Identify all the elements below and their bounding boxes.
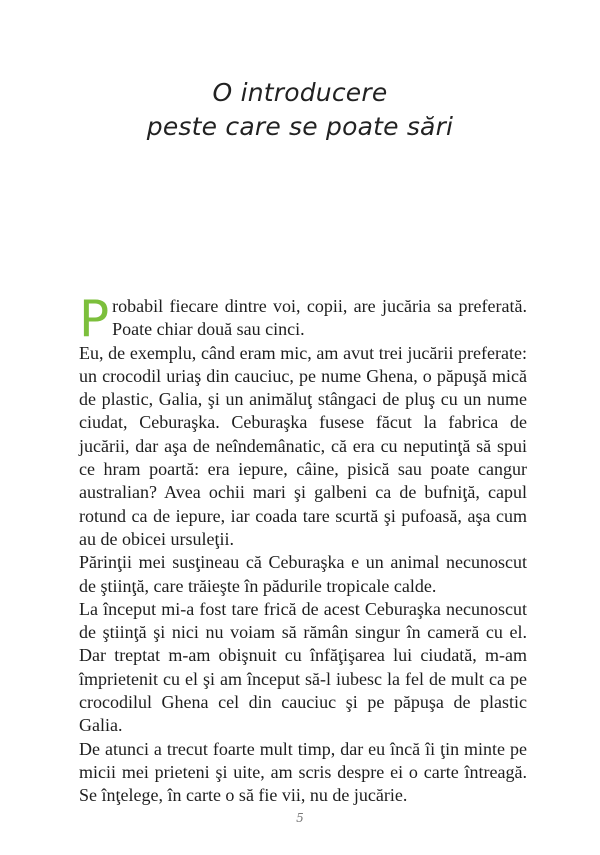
page-number: 5 [296, 811, 304, 825]
paragraph-text: robabil fiecare dintre voi, copii, are jucăria sa preferată. Poate chiar două sau cinci. [112, 296, 527, 340]
paragraph: La început mi-a fost tare frică de acest Ceburaşka necunoscut de ştiinţă şi nici nu voiam să rămân singur în cameră cu el. Dar treptat m-am obişnuit cu înfăţişarea lui ciudată, m-am împrietenit cu el şi am început să-l iubesc la fel de mult ca pe crocodilul Ghena cel din cauciuc şi pe păpuşa de plastic Galia. [79, 598, 527, 736]
chapter-title [0, 76, 600, 144]
chapter-body [79, 290, 527, 808]
chapter-title-line-2: peste care se poate sări [146, 112, 454, 141]
paragraph: Părinţii mei susţineau că Ceburaşka e un animal necunoscut de ştiinţă, care trăieşte în pădurile tropicale calde. [79, 552, 527, 596]
chapter-title-line-1: O introducere [212, 78, 388, 107]
paragraph: Eu, de exemplu, când eram mic, am avut trei jucării preferate: un crocodil uriaş din cauciuc, pe nume Ghena, o păpuşă mică de plastic, Galia, şi un animăluţ stângaci de pluş cu un nume ciudat, Ceburaşka. Ceburaşka fusese făcut la fabrica de jucării, dar aşa de neîndemânatic, că era cu neputinţă să spui ce hram poartă: era iepure, câine, pisică sau poate cangur australian? Avea ochii mari şi galbeni ca de bufniţă, capul rotund ca de iepure, iar coada tare scurtă şi pufoasă, aşa cum au de obicei ursuleţii. [79, 342, 527, 549]
paragraph [79, 290, 527, 348]
drop-cap: P [79, 290, 110, 348]
paragraph: De atunci a trecut foarte mult timp, dar eu încă îi ţin minte pe micii mei prieteni şi uite, am scris despre ei o carte întreagă. Se înţelege, în carte o să fie vii, nu de jucărie. [79, 738, 527, 806]
